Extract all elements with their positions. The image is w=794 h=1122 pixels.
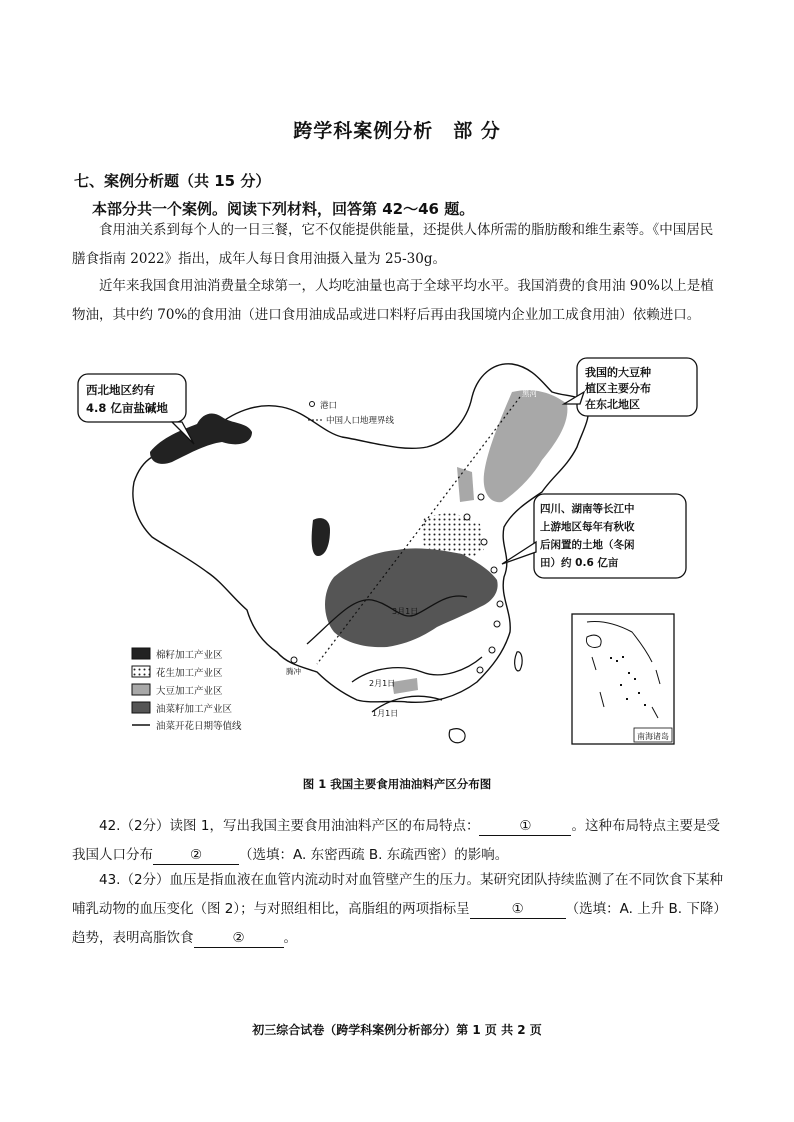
port-marker: [477, 667, 483, 673]
port-legend-symbol: [310, 402, 315, 407]
legend-label-isoline: 油菜开花日期等值线: [156, 721, 242, 732]
q42-answer-blank-1[interactable]: ①: [479, 817, 571, 836]
port-legend-label: 港口: [320, 401, 338, 411]
place-label-heihe: 黑河: [522, 389, 537, 398]
legend-swatch-cotton: [132, 648, 150, 659]
callout-northeast-line1: 我国的大豆种: [585, 366, 651, 379]
port-marker: [291, 657, 297, 663]
section-intro: 本部分共一个案例。阅读下列材料，回答第 42～46 题。: [92, 200, 475, 218]
question-42: [72, 812, 732, 870]
port-marker: [491, 567, 497, 573]
callout-northeast-line2: 植区主要分布: [585, 382, 651, 395]
legend-swatch-peanut: [132, 666, 150, 677]
callout-yangtze-line4: 田）约 0.6 亿亩: [540, 557, 619, 569]
isoline-label-mar1: 3月1日: [392, 607, 419, 616]
isoline-label-jan1: 1月1日: [372, 709, 399, 718]
inset-label: 南海诸岛: [637, 732, 669, 741]
isoline-label-feb1: 2月1日: [369, 679, 396, 688]
taiwan-island: [515, 652, 522, 671]
callout-yangtze-line2: 上游地区每年有秋收: [540, 521, 635, 533]
callout-northeast-line3: 在东北地区: [585, 398, 640, 411]
q43-text-mid: （选填：A. 上升 B. 下降）趋势，表明高脂饮食: [72, 901, 727, 946]
q42-text-mid: 。这种布局特点主要是受我国人口分布: [72, 818, 720, 863]
legend-label-soybean: 大豆加工产业区: [156, 686, 223, 697]
legend-swatch-rapeseed: [132, 702, 150, 713]
figure-caption: 图 1 我国主要食用油油料产区分布图: [302, 777, 492, 791]
q42-text-suffix: （选填：A. 东密西疏 B. 东疏西密）的影响。: [239, 847, 509, 863]
q43-answer-blank-2[interactable]: ②: [194, 929, 284, 948]
q42-answer-blank-2[interactable]: ②: [153, 846, 239, 865]
page-title: 跨学科案例分析 部 分: [293, 120, 501, 142]
question-43: [72, 866, 732, 953]
port-marker: [489, 647, 495, 653]
map-legend: [132, 648, 242, 732]
port-marker: [494, 621, 500, 627]
legend-label-peanut: 花生加工产业区: [156, 668, 223, 679]
port-marker: [478, 494, 484, 500]
boundary-legend-label: 中国人口地理界线: [326, 416, 395, 426]
q43-text-suffix: 。: [283, 930, 297, 946]
place-label-tengchong: 腾冲: [286, 667, 301, 676]
legend-swatch-soybean: [132, 684, 150, 695]
hainan-island: [449, 729, 465, 743]
section-heading: 七、案例分析题（共 15 分）: [74, 172, 271, 190]
callout-yangtze-line3: 后闲置的土地（冬闲: [540, 539, 635, 551]
legend-label-rapeseed: 油菜籽加工产业区: [156, 704, 233, 715]
legend-label-cotton: 棉籽加工产业区: [156, 650, 223, 661]
q42-text-prefix: 42.（2分）读图 1，写出我国主要食用油油料产区的布局特点：: [99, 818, 480, 834]
callout-northwest-line2: 4.8 亿亩盐碱地: [86, 401, 168, 415]
paragraph-2: 近年来我国食用油消费量全球第一，人均吃油量也高于全球平均水平。我国消费的食用油 90%以上是植物油，其中约 70%的食用油（进口食用油成品或进口料籽后再由我国境内企业加工成食用油）依赖进口。: [72, 278, 714, 323]
port-marker: [464, 514, 470, 520]
page-footer: 初三综合试卷（跨学科案例分析部分）第 1 页 共 2 页: [252, 1023, 542, 1037]
callout-northwest-line1: 西北地区约有: [86, 383, 155, 397]
oil-production-map: [72, 352, 712, 762]
port-marker: [497, 601, 503, 607]
port-marker: [481, 539, 487, 545]
q43-text-prefix: 43.（2分）血压是指血液在血管内流动时对血管壁产生的压力。某研究团队持续监测了在不同饮食下某种哺乳动物的血压变化（图 2）；与对照组相比，高脂组的两项指标呈: [72, 872, 724, 917]
callout-yangtze-line1: 四川、湖南等长江中: [540, 503, 635, 515]
q43-answer-blank-1[interactable]: ①: [470, 900, 566, 919]
paragraph-1: 食用油关系到每个人的一日三餐，它不仅能提供能量，还提供人体所需的脂肪酸和维生素等。《中国居民膳食指南 2022》指出，成年人每日食用油摄入量为 25-30g。: [72, 222, 714, 267]
